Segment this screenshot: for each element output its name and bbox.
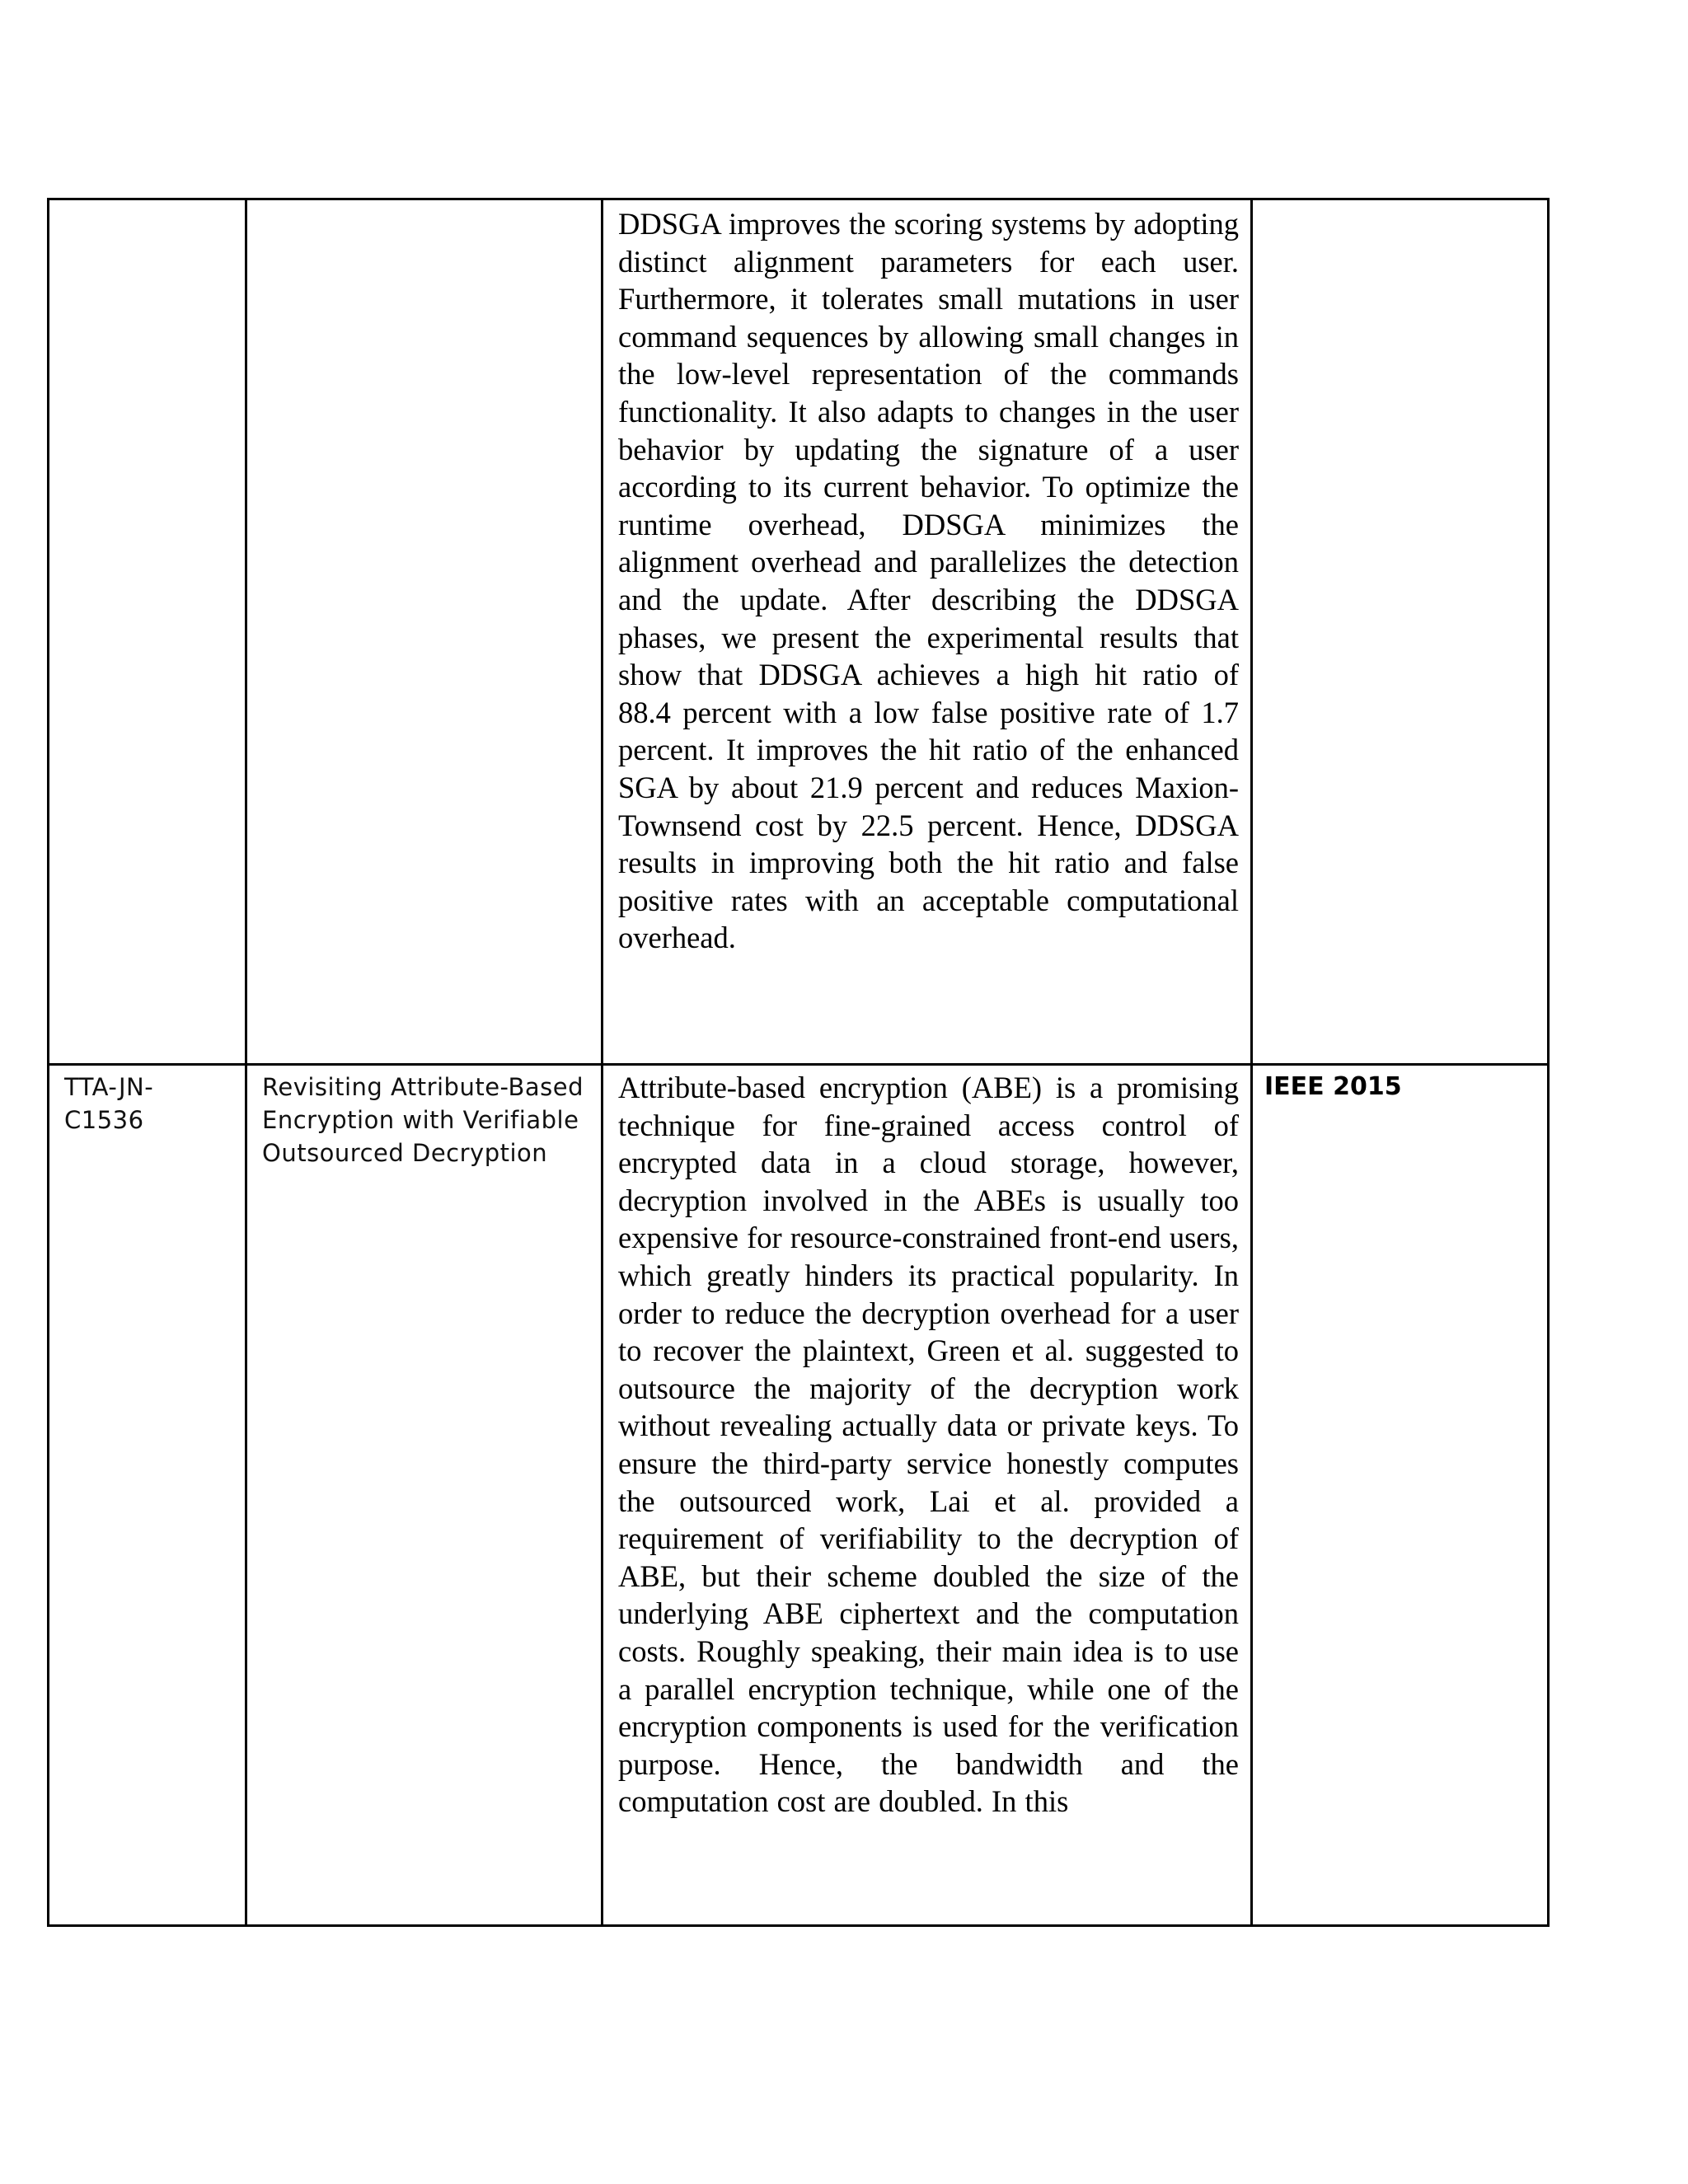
- paper-abstract: DDSGA improves the scoring systems by adopting distinct alignment parameters for each user. Furthermore, it tolerates small mutations in user command sequences by allowing small changes in the low-level representation of the commands functionality. It also adapts to changes in the user behavior by updating the signature of a user according to its current behavior. To optimize the runtime overhead, DDSGA minimizes the alignment overhead and parallelizes the detection and the update. After describing the DDSGA phases, we present the experimental results that show that DDSGA achieves a high hit ratio of 88.4 percent with a low false positive rate of 1.7 percent. It improves the hit ratio of the enhanced SGA by about 21.9 percent and reduces Maxion-Townsend cost by 22.5 percent. Hence, DDSGA results in improving both the hit ratio and false positive rates with an acceptable computational overhead.: [618, 207, 1239, 955]
- paper-abstract-cell: [603, 1065, 1252, 1926]
- table-row: [49, 1065, 1549, 1926]
- paper-id: [49, 200, 245, 205]
- paper-title: Revisiting Attribute-Based Encryption with Verifiable Outsourced Decryption: [262, 1073, 584, 1167]
- paper-id: TTA-JN-C1536: [64, 1073, 154, 1134]
- publication-label: [1253, 200, 1547, 205]
- publication-cell: [1252, 1065, 1549, 1926]
- paper-id-cell: [49, 199, 246, 1065]
- papers-table: [47, 198, 1550, 1927]
- publication-cell: [1252, 199, 1549, 1065]
- publication-label: IEEE 2015: [1264, 1072, 1402, 1101]
- paper-title-cell: [246, 1065, 603, 1926]
- table-row: [49, 199, 1549, 1065]
- paper-id-cell: [49, 1065, 246, 1926]
- paper-abstract-cell: [603, 199, 1252, 1065]
- paper-title: [247, 200, 601, 205]
- paper-title-cell: [246, 199, 603, 1065]
- paper-abstract: Attribute-based encryption (ABE) is a promising technique for fine-grained access control of encrypted data in a cloud storage, however, decryption involved in the ABEs is usually too expensive for resource-constrained front-end users, which greatly hinders its practical popularity. In order to reduce the decryption overhead for a user to recover the plaintext, Green et al. suggested to outsource the majority of the decryption work without revealing actually data or private keys. To ensure the third-party service honestly computes the outsourced work, Lai et al. provided a requirement of verifiability to the decryption of ABE, but their scheme doubled the size of the underlying ABE ciphertext and the computation costs. Roughly speaking, their main idea is to use a parallel encryption technique, while one of the encryption components is used for the verification purpose. Hence, the bandwidth and the computation cost are doubled. In this: [618, 1071, 1239, 1819]
